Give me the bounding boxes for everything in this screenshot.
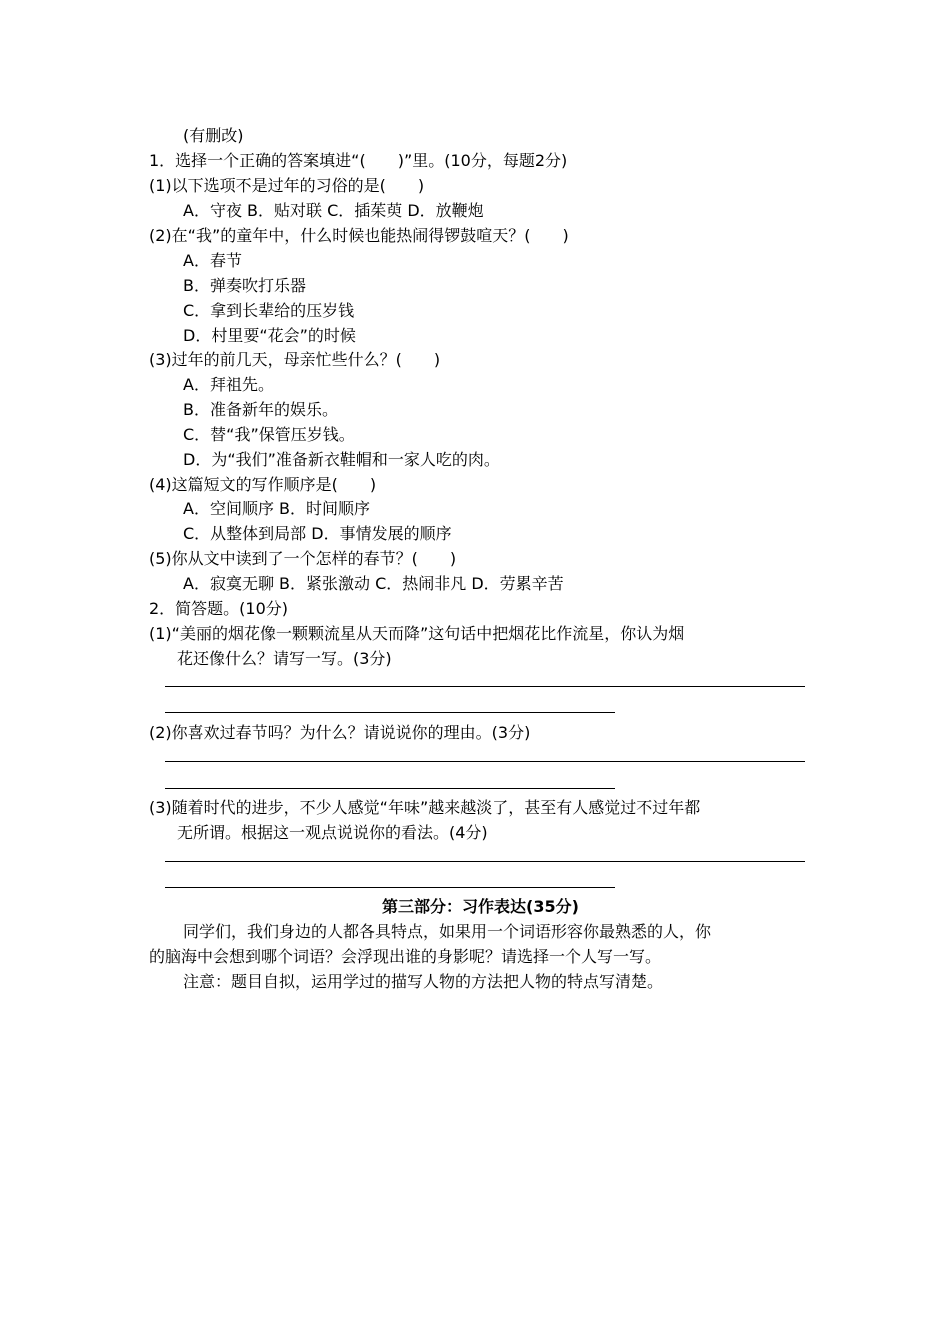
q1-3-option-d: D．为“我们”准备新衣鞋帽和一家人吃的肉。 <box>183 450 500 469</box>
part3-prompt-line1: 同学们，我们身边的人都各具特点，如果用一个词语形容你最熟悉的人，你 <box>183 922 712 941</box>
q2-1-question-line2: 花还像什么？请写一写。(3分) <box>177 649 392 668</box>
q1-4-options-ab: A．空间顺序 B．时间顺序 <box>183 499 371 518</box>
source-note: (有删改) <box>183 126 244 145</box>
q1-4-question: (4)这篇短文的写作顺序是( ) <box>149 475 377 494</box>
q2-3-question-line1: (3)随着时代的进步，不少人感觉“年味”越来越淡了，甚至有人感觉过不过年都 <box>149 798 701 817</box>
q2-1-question-line1: (1)“美丽的烟花像一颗颗流星从天而降”这句话中把烟花比作流星，你认为烟 <box>149 624 685 643</box>
answer-line[interactable] <box>165 887 615 888</box>
q1-3-option-b: B．准备新年的娱乐。 <box>183 400 338 419</box>
q1-4-options-cd: C．从整体到局部 D．事情发展的顺序 <box>183 524 452 543</box>
answer-line[interactable] <box>165 686 805 687</box>
q2-title: 2．简答题。(10分) <box>149 599 289 618</box>
answer-line[interactable] <box>165 788 615 789</box>
q1-1-options: A．守夜 B．贴对联 C．插茱萸 D．放鞭炮 <box>183 201 484 220</box>
q1-3-question: (3)过年的前几天，母亲忙些什么？( ) <box>149 350 441 369</box>
q2-2-question: (2)你喜欢过春节吗？为什么？请说说你的理由。(3分) <box>149 723 531 742</box>
q1-2-option-c: C．拿到长辈给的压岁钱 <box>183 301 355 320</box>
q1-5-question: (5)你从文中读到了一个怎样的春节？( ) <box>149 549 457 568</box>
answer-line[interactable] <box>165 861 805 862</box>
q1-2-option-d: D．村里要“花会”的时候 <box>183 326 356 345</box>
q2-3-question-line2: 无所谓。根据这一观点说说你的看法。(4分) <box>177 823 488 842</box>
q1-2-option-b: B．弹奏吹打乐器 <box>183 276 306 295</box>
part3-prompt-line2: 的脑海中会想到哪个词语？会浮现出谁的身影呢？请选择一个人写一写。 <box>149 947 662 966</box>
part3-heading: 第三部分：习作表达(35分) <box>382 897 579 916</box>
q1-1-question: (1)以下选项不是过年的习俗的是( ) <box>149 176 425 195</box>
q1-2-question: (2)在“我”的童年中，什么时候也能热闹得锣鼓喧天？( ) <box>149 226 569 245</box>
q1-2-option-a: A．春节 <box>183 251 242 270</box>
answer-line[interactable] <box>165 712 615 713</box>
q1-3-option-a: A．拜祖先。 <box>183 375 274 394</box>
q1-3-option-c: C．替“我”保管压岁钱。 <box>183 425 355 444</box>
q1-title: 1．选择一个正确的答案填进“( )”里。(10分，每题2分) <box>149 151 568 170</box>
part3-note: 注意：题目自拟，运用学过的描写人物的方法把人物的特点写清楚。 <box>183 972 664 991</box>
answer-line[interactable] <box>165 761 805 762</box>
q1-5-options: A．寂寞无聊 B．紧张激动 C．热闹非凡 D．劳累辛苦 <box>183 574 564 593</box>
